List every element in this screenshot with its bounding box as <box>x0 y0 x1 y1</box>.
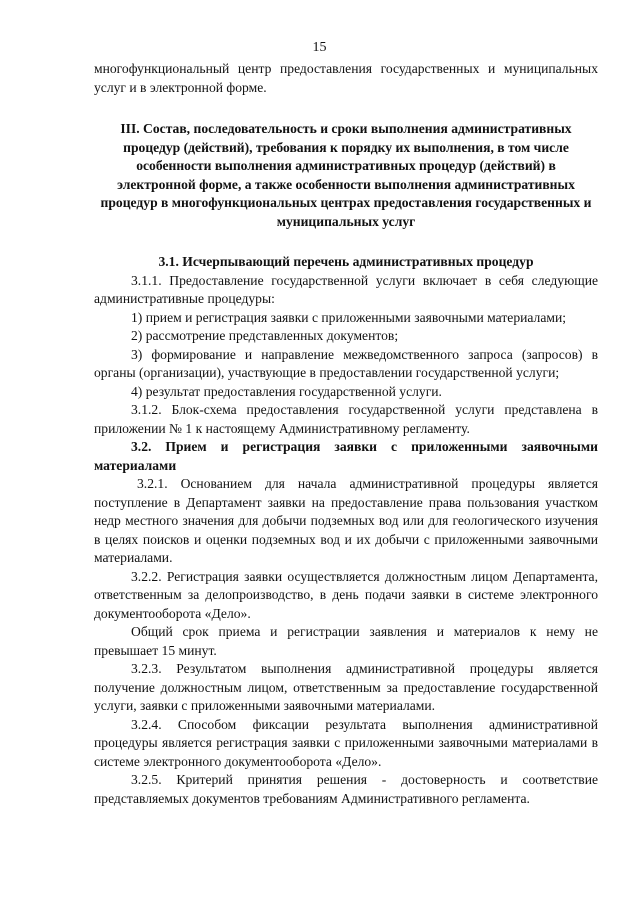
section-title: III. Состав, последовательность и сроки выполнения административных процедур (действий), требования к порядку их выполнения, в том числе особенности выполнения административных процедур (действий) в электронной форме, а также особенности выполнения административных процедур в многофункциональных центрах предоставления государственных и муниципальных услуг <box>100 121 592 229</box>
subsection-3-1-title: 3.1. Исчерпывающий перечень административных процедур <box>158 254 534 269</box>
subsection-3-2-title: 3.2. Прием и регистрация заявки с приложенными заявочными материалами <box>94 439 598 473</box>
list-item: 2) рассмотрение представленных документов; <box>131 328 399 343</box>
page-number: 15 <box>312 40 327 55</box>
paragraph-3-1-1: 3.1.1. Предоставление государственной услуги включает в себя следующие административные процедуры: <box>94 272 598 306</box>
paragraph-general-term: Общий срок приема и регистрации заявления и материалов к нему не превышает 15 минут. <box>94 624 598 658</box>
paragraph-3-2-1: 3.2.1. Основанием для начала административной процедуры является поступление в Департамент заявки на предоставление права пользования участком недр местного значения для добычи подземных вод или для геологического изучения в целях поисков и оценки подземных вод и их добычи с приложенными заявочными материалами. <box>94 476 598 565</box>
paragraph-3-2-4: 3.2.4. Способом фиксации результата выполнения административной процедуры является регистрация заявки с приложенными заявочными материалами в системе электронного документооборота «Дело». <box>94 716 598 769</box>
paragraph-3-1-2: 3.1.2. Блок-схема предоставления государственной услуги представлена в приложении № 1 к настоящему Административному регламенту. <box>94 402 598 436</box>
document-body <box>94 60 598 808</box>
list-item: 1) прием и регистрация заявки с приложенными заявочными материалами; <box>131 309 567 325</box>
list-item: 4) результат предоставления государственной услуги. <box>131 383 442 399</box>
list-item: 3) формирование и направление межведомственного запроса (запросов) в органы (организации), участвующие в предоставлении государственной услуги; <box>94 346 598 380</box>
paragraph-3-2-2: 3.2.2. Регистрация заявки осуществляется должностным лицом Департамента, ответственным за делопроизводство, в день подачи заявки в системе электронного документооборота «Дело». <box>94 568 598 621</box>
paragraph-3-2-5: 3.2.5. Критерий принятия решения - достоверность и соответствие представляемых документов требованиям Административного регламента. <box>94 772 598 806</box>
paragraph-3-2-3: 3.2.3. Результатом выполнения административной процедуры является получение должностным лицом, ответственным за предоставление государственной услуги, заявки с приложенными заявочными материалами. <box>94 661 598 713</box>
intro-paragraph: многофункциональный центр предоставления государственных и муниципальных услуг и в электронной форме. <box>94 61 598 95</box>
